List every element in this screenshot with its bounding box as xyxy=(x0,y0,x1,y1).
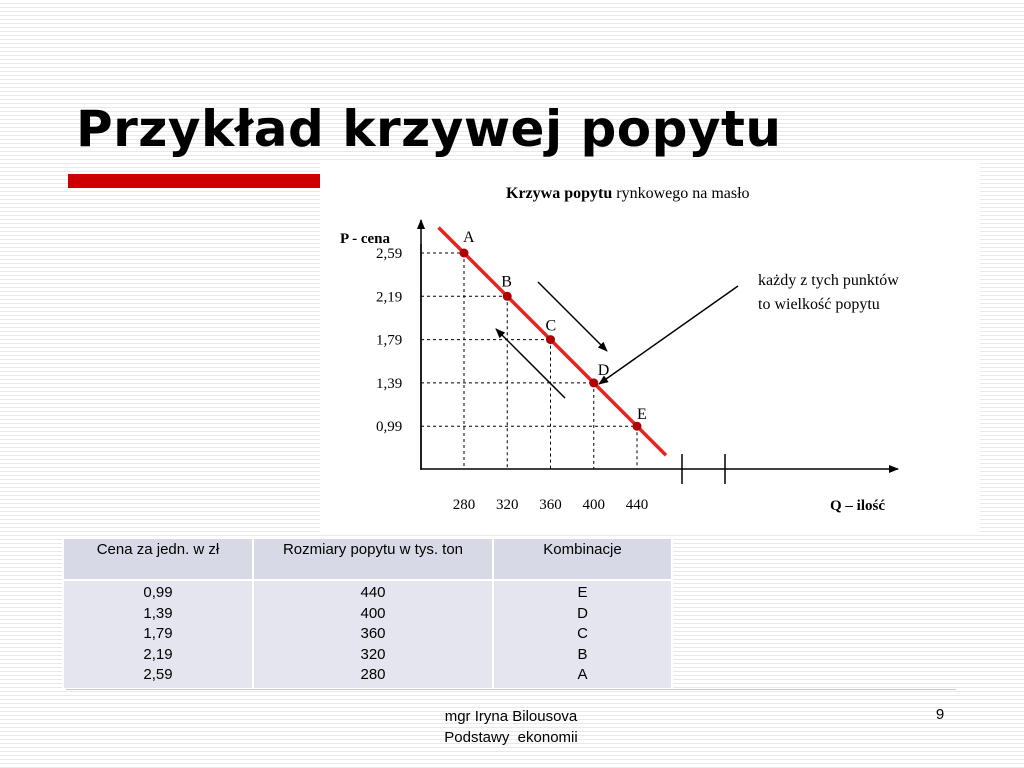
chart-title-rest: rynkowego na masło xyxy=(612,185,750,202)
footer-course: Podstawy ekonomii xyxy=(444,729,578,746)
table-cell: 400 xyxy=(360,604,386,622)
tick-labels xyxy=(376,246,648,513)
table-cell: B xyxy=(577,645,588,663)
chart-title-bold: Krzywa popytu xyxy=(506,185,613,202)
point-C xyxy=(546,335,555,344)
point-label: D xyxy=(597,361,610,379)
table-column-quantity xyxy=(253,580,493,689)
demand-table xyxy=(62,537,673,690)
point-label: E xyxy=(637,406,647,424)
point-D xyxy=(589,378,598,387)
x-tick-label: 360 xyxy=(539,497,562,513)
x-tick-label: 280 xyxy=(452,497,476,513)
title-accent-bar xyxy=(68,174,328,188)
y-axis-label: P - cena xyxy=(340,231,390,247)
x-axis-label: Q – ilość xyxy=(830,498,885,514)
table-cell: 2,19 xyxy=(143,645,173,663)
point-label: B xyxy=(501,273,512,291)
point-label: A xyxy=(463,229,475,246)
demand-chart xyxy=(320,162,980,532)
table-header-combination: Kombinacje xyxy=(493,538,672,580)
table-cell: 0,99 xyxy=(143,584,173,601)
annotation-line-1: każdy z tych punktów xyxy=(758,272,899,289)
table-cell: 360 xyxy=(360,625,386,642)
y-tick-label: 1,79 xyxy=(376,332,403,349)
y-tick-label: 2,19 xyxy=(376,289,403,306)
annotation-line-2: to wielkość popytu xyxy=(758,296,880,313)
x-tick-label: 320 xyxy=(496,497,519,513)
point-A xyxy=(460,249,469,258)
table-cell: 440 xyxy=(360,584,386,601)
table-cell: 280 xyxy=(360,666,386,683)
table-cell: C xyxy=(577,625,588,642)
footer-divider xyxy=(66,689,956,690)
table-cell: 2,59 xyxy=(143,666,173,683)
table-column-combination xyxy=(493,580,672,689)
y-tick-label: 2,59 xyxy=(376,246,403,262)
table-cell: 1,39 xyxy=(143,604,173,622)
y-tick-label: 1,39 xyxy=(376,375,403,392)
footer xyxy=(380,706,642,748)
table-cell: 320 xyxy=(360,645,386,663)
table-header-quantity: Rozmiary popytu w tys. ton xyxy=(253,538,493,580)
data-points xyxy=(460,229,647,431)
slide-title: Przykład krzywej popytu xyxy=(76,100,782,158)
annotation-arrow xyxy=(599,286,738,384)
table-column-price xyxy=(63,580,253,689)
chart-title xyxy=(506,185,750,202)
demand-chart-svg xyxy=(320,162,980,532)
point-B xyxy=(503,292,512,301)
footer-author: mgr Iryna Bilousova xyxy=(444,708,578,725)
table-cell: A xyxy=(577,666,588,683)
x-tick-label: 400 xyxy=(582,497,605,513)
page-number: 9 xyxy=(935,706,945,723)
table-cell: E xyxy=(577,584,588,601)
point-label: C xyxy=(545,317,557,335)
x-tick-label: 440 xyxy=(625,497,649,513)
table-header-price: Cena za jedn. w zł xyxy=(63,538,253,580)
y-tick-label: 0,99 xyxy=(376,419,403,436)
table-cell: 1,79 xyxy=(143,625,173,642)
table-cell: D xyxy=(577,604,588,622)
